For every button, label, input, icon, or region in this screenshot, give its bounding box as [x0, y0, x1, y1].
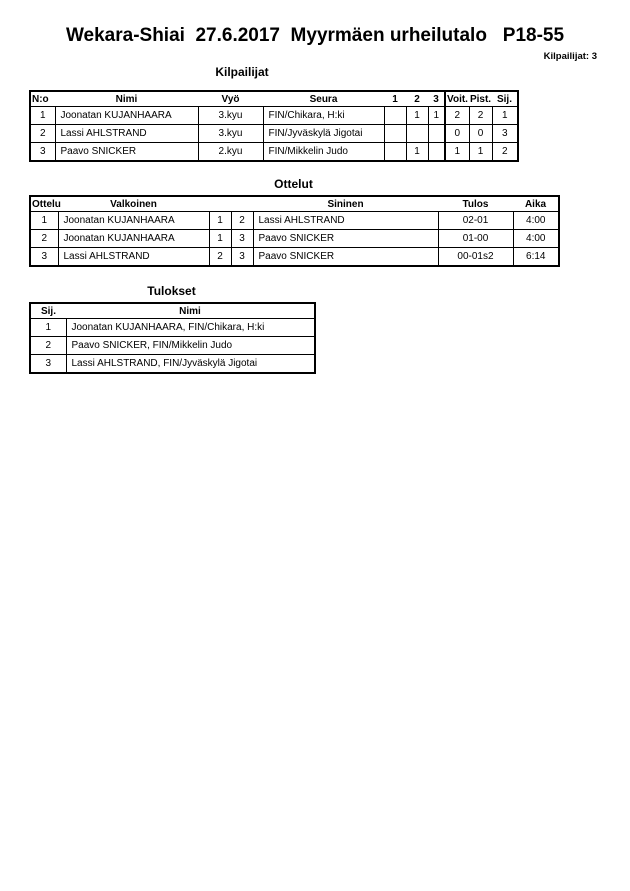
- col-header-round-3: 3: [428, 91, 445, 107]
- col-header-no: N:o: [30, 91, 55, 107]
- competitor-name: Joonatan KUJANHAARA: [55, 107, 198, 125]
- result-cell: 02-01: [438, 212, 513, 230]
- col-header-name: Nimi: [55, 91, 198, 107]
- table-row: [30, 107, 518, 125]
- competitor-no: 3: [30, 143, 55, 162]
- match-no: 1: [30, 212, 58, 230]
- round-1-cell: [384, 143, 406, 162]
- points-cell: 2: [469, 107, 492, 125]
- white-no: 2: [209, 248, 231, 267]
- result-name: Paavo SNICKER, FIN/Mikkelin Judo: [66, 337, 315, 355]
- results-section-heading: Tulokset: [147, 284, 196, 298]
- round-2-cell: [406, 125, 428, 143]
- col-header-club: Seura: [263, 91, 384, 107]
- white-name: Joonatan KUJANHAARA: [58, 230, 209, 248]
- table-row: [30, 248, 559, 267]
- col-header-place: Sij.: [30, 303, 66, 319]
- col-header-belt: Vyö: [198, 91, 263, 107]
- competitor-club: FIN/Chikara, H:ki: [263, 107, 384, 125]
- table-header-row: [30, 196, 559, 212]
- table-row: [30, 355, 315, 374]
- blue-no: 3: [231, 248, 253, 267]
- competitor-club: FIN/Mikkelin Judo: [263, 143, 384, 162]
- competitor-name: Lassi AHLSTRAND: [55, 125, 198, 143]
- time-cell: 6:14: [513, 248, 559, 267]
- competitor-no: 2: [30, 125, 55, 143]
- round-3-cell: 1: [428, 107, 445, 125]
- match-no: 2: [30, 230, 58, 248]
- competitors-section-heading: Kilpailijat: [215, 65, 269, 79]
- matches-section-heading: Ottelut: [274, 177, 313, 191]
- table-header-row: [30, 303, 315, 319]
- col-header-points: Pist.: [469, 91, 492, 107]
- place-cell: 1: [492, 107, 518, 125]
- white-no: 1: [209, 230, 231, 248]
- col-header-wins: Voit.: [445, 91, 469, 107]
- round-3-cell: [428, 125, 445, 143]
- competitor-club: FIN/Jyväskylä Jigotai: [263, 125, 384, 143]
- place-cell: 1: [30, 319, 66, 337]
- col-header-white-no: [209, 196, 231, 212]
- table-row: [30, 212, 559, 230]
- wins-cell: 2: [445, 107, 469, 125]
- place-cell: 2: [492, 143, 518, 162]
- wins-cell: 1: [445, 143, 469, 162]
- result-name: Lassi AHLSTRAND, FIN/Jyväskylä Jigotai: [66, 355, 315, 374]
- white-no: 1: [209, 212, 231, 230]
- competitors-table: [29, 90, 519, 162]
- place-cell: 2: [30, 337, 66, 355]
- competitor-belt: 3.kyu: [198, 107, 263, 125]
- col-header-blue-no: [231, 196, 253, 212]
- competitor-name: Paavo SNICKER: [55, 143, 198, 162]
- round-2-cell: 1: [406, 107, 428, 125]
- round-1-cell: [384, 125, 406, 143]
- col-header-name: Nimi: [66, 303, 315, 319]
- col-header-match-no: Ottelu: [30, 196, 58, 212]
- competitor-count-label: Kilpailijat: 3: [543, 51, 597, 62]
- table-header-row: [30, 91, 518, 107]
- white-name: Lassi AHLSTRAND: [58, 248, 209, 267]
- blue-name: Lassi AHLSTRAND: [253, 212, 438, 230]
- place-cell: 3: [30, 355, 66, 374]
- points-cell: 1: [469, 143, 492, 162]
- white-name: Joonatan KUJANHAARA: [58, 212, 209, 230]
- matches-table: [29, 195, 560, 267]
- col-header-round-2: 2: [406, 91, 428, 107]
- result-name: Joonatan KUJANHAARA, FIN/Chikara, H:ki: [66, 319, 315, 337]
- table-row: [30, 143, 518, 162]
- competitor-belt: 3.kyu: [198, 125, 263, 143]
- result-cell: 00-01s2: [438, 248, 513, 267]
- results-table: [29, 302, 316, 374]
- wins-cell: 0: [445, 125, 469, 143]
- col-header-time: Aika: [513, 196, 559, 212]
- place-cell: 3: [492, 125, 518, 143]
- page-title: Wekara-Shiai 27.6.2017 Myyrmäen urheilutalo P18-55: [65, 25, 565, 46]
- round-2-cell: 1: [406, 143, 428, 162]
- col-header-white: Valkoinen: [58, 196, 209, 212]
- col-header-result: Tulos: [438, 196, 513, 212]
- blue-no: 3: [231, 230, 253, 248]
- blue-name: Paavo SNICKER: [253, 248, 438, 267]
- table-row: [30, 319, 315, 337]
- result-cell: 01-00: [438, 230, 513, 248]
- col-header-round-1: 1: [384, 91, 406, 107]
- table-row: [30, 125, 518, 143]
- match-no: 3: [30, 248, 58, 267]
- blue-name: Paavo SNICKER: [253, 230, 438, 248]
- competitor-belt: 2.kyu: [198, 143, 263, 162]
- round-1-cell: [384, 107, 406, 125]
- round-3-cell: [428, 143, 445, 162]
- col-header-place: Sij.: [492, 91, 518, 107]
- points-cell: 0: [469, 125, 492, 143]
- time-cell: 4:00: [513, 212, 559, 230]
- blue-no: 2: [231, 212, 253, 230]
- table-row: [30, 230, 559, 248]
- table-row: [30, 337, 315, 355]
- time-cell: 4:00: [513, 230, 559, 248]
- competitor-no: 1: [30, 107, 55, 125]
- col-header-blue: Sininen: [253, 196, 438, 212]
